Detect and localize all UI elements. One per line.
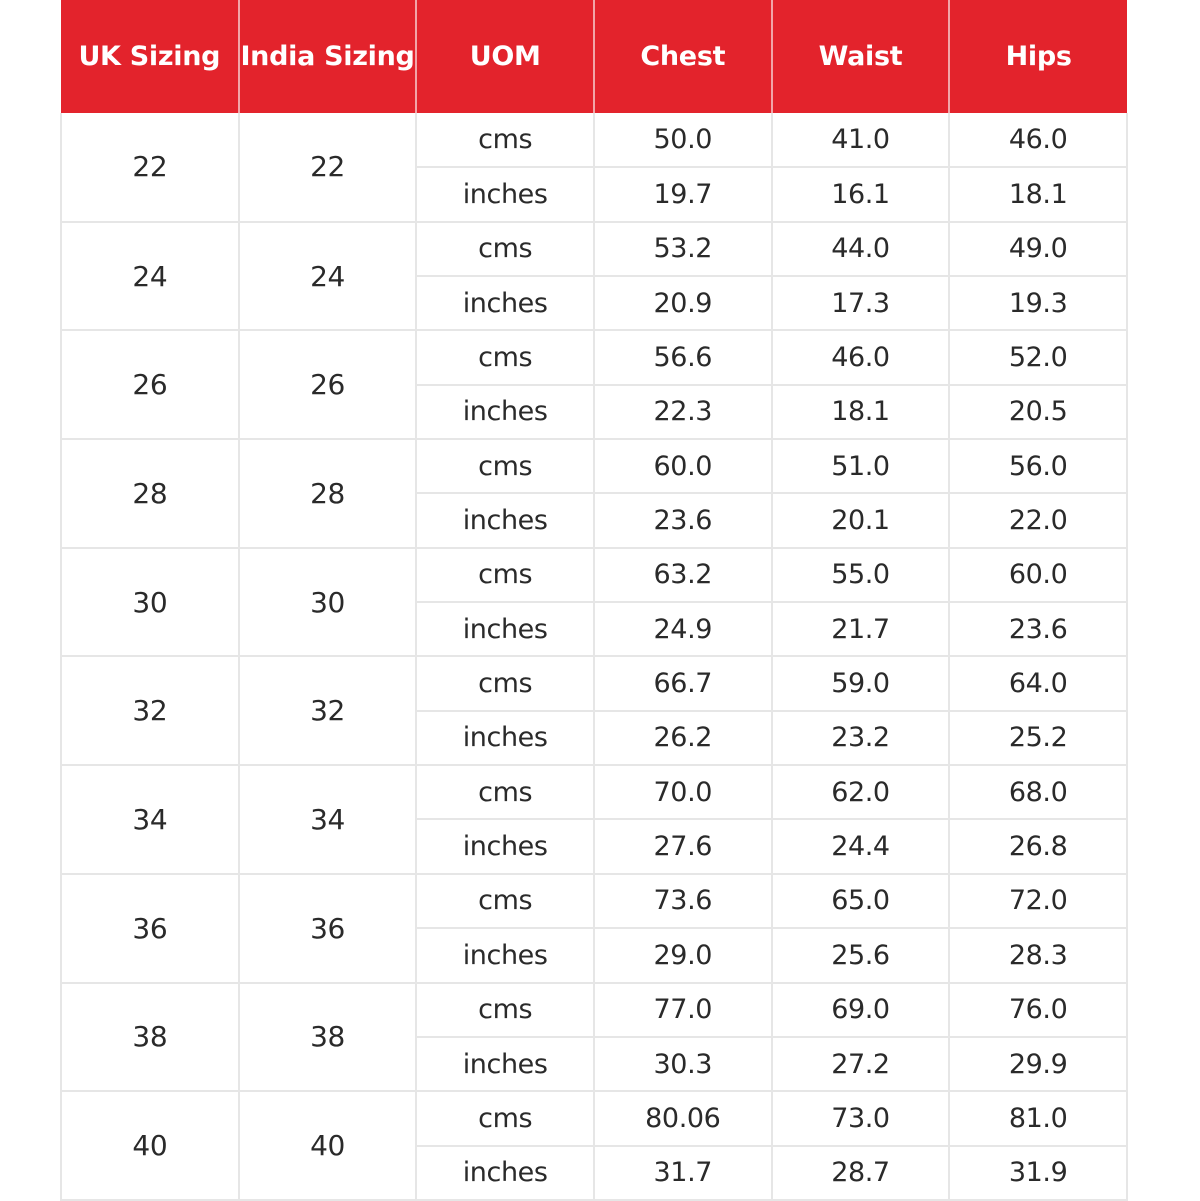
uom-cell: cms [416, 1091, 594, 1145]
header-hips: Hips [949, 0, 1127, 113]
waist-cell: 51.0 [772, 439, 950, 493]
waist-cell: 41.0 [772, 113, 950, 167]
table-body [61, 113, 1127, 1200]
uk-size-cell: 22 [61, 113, 239, 222]
hips-cell: 49.0 [949, 222, 1127, 276]
hips-cell: 81.0 [949, 1091, 1127, 1145]
hips-cell: 60.0 [949, 548, 1127, 602]
india-size-cell: 22 [239, 113, 417, 222]
india-size-cell: 38 [239, 983, 417, 1092]
chest-cell: 66.7 [594, 656, 772, 710]
hips-cell: 56.0 [949, 439, 1127, 493]
india-size-cell: 24 [239, 222, 417, 331]
waist-cell: 69.0 [772, 983, 950, 1037]
waist-cell: 59.0 [772, 656, 950, 710]
table-row [61, 439, 1127, 493]
hips-cell: 64.0 [949, 656, 1127, 710]
table-row [61, 656, 1127, 710]
uom-cell: cms [416, 765, 594, 819]
uom-cell: cms [416, 113, 594, 167]
uom-cell: inches [416, 385, 594, 439]
chest-cell: 31.7 [594, 1146, 772, 1200]
india-size-cell: 34 [239, 765, 417, 874]
hips-cell: 23.6 [949, 602, 1127, 656]
uom-cell: cms [416, 874, 594, 928]
uk-size-cell: 38 [61, 983, 239, 1092]
chest-cell: 60.0 [594, 439, 772, 493]
header-row [61, 0, 1127, 113]
table-row [61, 765, 1127, 819]
header-waist: Waist [772, 0, 950, 113]
chest-cell: 29.0 [594, 928, 772, 982]
waist-cell: 46.0 [772, 330, 950, 384]
uk-size-cell: 32 [61, 656, 239, 765]
uom-cell: cms [416, 330, 594, 384]
uom-cell: cms [416, 548, 594, 602]
india-size-cell: 36 [239, 874, 417, 983]
uom-cell: cms [416, 656, 594, 710]
chest-cell: 24.9 [594, 602, 772, 656]
chest-cell: 80.06 [594, 1091, 772, 1145]
header-uk-sizing: UK Sizing [61, 0, 239, 113]
waist-cell: 24.4 [772, 819, 950, 873]
table-row [61, 983, 1127, 1037]
chest-cell: 23.6 [594, 493, 772, 547]
waist-cell: 44.0 [772, 222, 950, 276]
uom-cell: inches [416, 928, 594, 982]
waist-cell: 25.6 [772, 928, 950, 982]
table-row [61, 330, 1127, 384]
uom-cell: inches [416, 602, 594, 656]
hips-cell: 22.0 [949, 493, 1127, 547]
hips-cell: 76.0 [949, 983, 1127, 1037]
india-size-cell: 28 [239, 439, 417, 548]
uk-size-cell: 40 [61, 1091, 239, 1200]
chest-cell: 30.3 [594, 1037, 772, 1091]
chest-cell: 26.2 [594, 711, 772, 765]
hips-cell: 25.2 [949, 711, 1127, 765]
hips-cell: 31.9 [949, 1146, 1127, 1200]
size-chart [60, 0, 1126, 1201]
uk-size-cell: 24 [61, 222, 239, 331]
size-chart-table [60, 0, 1128, 1201]
table-row [61, 222, 1127, 276]
waist-cell: 17.3 [772, 276, 950, 330]
chest-cell: 22.3 [594, 385, 772, 439]
waist-cell: 55.0 [772, 548, 950, 602]
uom-cell: cms [416, 222, 594, 276]
chest-cell: 70.0 [594, 765, 772, 819]
table-row [61, 548, 1127, 602]
hips-cell: 68.0 [949, 765, 1127, 819]
header-chest: Chest [594, 0, 772, 113]
table-header [61, 0, 1127, 113]
india-size-cell: 32 [239, 656, 417, 765]
india-size-cell: 26 [239, 330, 417, 439]
table-row [61, 1091, 1127, 1145]
waist-cell: 21.7 [772, 602, 950, 656]
chest-cell: 77.0 [594, 983, 772, 1037]
waist-cell: 23.2 [772, 711, 950, 765]
uom-cell: inches [416, 1146, 594, 1200]
chest-cell: 63.2 [594, 548, 772, 602]
uom-cell: inches [416, 819, 594, 873]
uom-cell: inches [416, 1037, 594, 1091]
hips-cell: 18.1 [949, 167, 1127, 221]
table-row [61, 113, 1127, 167]
waist-cell: 16.1 [772, 167, 950, 221]
india-size-cell: 40 [239, 1091, 417, 1200]
hips-cell: 28.3 [949, 928, 1127, 982]
waist-cell: 28.7 [772, 1146, 950, 1200]
india-size-cell: 30 [239, 548, 417, 657]
chest-cell: 20.9 [594, 276, 772, 330]
hips-cell: 52.0 [949, 330, 1127, 384]
chest-cell: 53.2 [594, 222, 772, 276]
uom-cell: cms [416, 983, 594, 1037]
waist-cell: 18.1 [772, 385, 950, 439]
hips-cell: 46.0 [949, 113, 1127, 167]
hips-cell: 19.3 [949, 276, 1127, 330]
uom-cell: inches [416, 711, 594, 765]
chest-cell: 73.6 [594, 874, 772, 928]
uk-size-cell: 36 [61, 874, 239, 983]
hips-cell: 20.5 [949, 385, 1127, 439]
waist-cell: 65.0 [772, 874, 950, 928]
hips-cell: 26.8 [949, 819, 1127, 873]
waist-cell: 27.2 [772, 1037, 950, 1091]
uom-cell: cms [416, 439, 594, 493]
header-uom: UOM [416, 0, 594, 113]
chest-cell: 19.7 [594, 167, 772, 221]
uom-cell: inches [416, 276, 594, 330]
uk-size-cell: 28 [61, 439, 239, 548]
header-india-sizing: India Sizing [239, 0, 417, 113]
uk-size-cell: 26 [61, 330, 239, 439]
waist-cell: 62.0 [772, 765, 950, 819]
chest-cell: 50.0 [594, 113, 772, 167]
hips-cell: 29.9 [949, 1037, 1127, 1091]
uom-cell: inches [416, 167, 594, 221]
uk-size-cell: 30 [61, 548, 239, 657]
chest-cell: 56.6 [594, 330, 772, 384]
hips-cell: 72.0 [949, 874, 1127, 928]
waist-cell: 73.0 [772, 1091, 950, 1145]
chest-cell: 27.6 [594, 819, 772, 873]
table-row [61, 874, 1127, 928]
uom-cell: inches [416, 493, 594, 547]
waist-cell: 20.1 [772, 493, 950, 547]
uk-size-cell: 34 [61, 765, 239, 874]
